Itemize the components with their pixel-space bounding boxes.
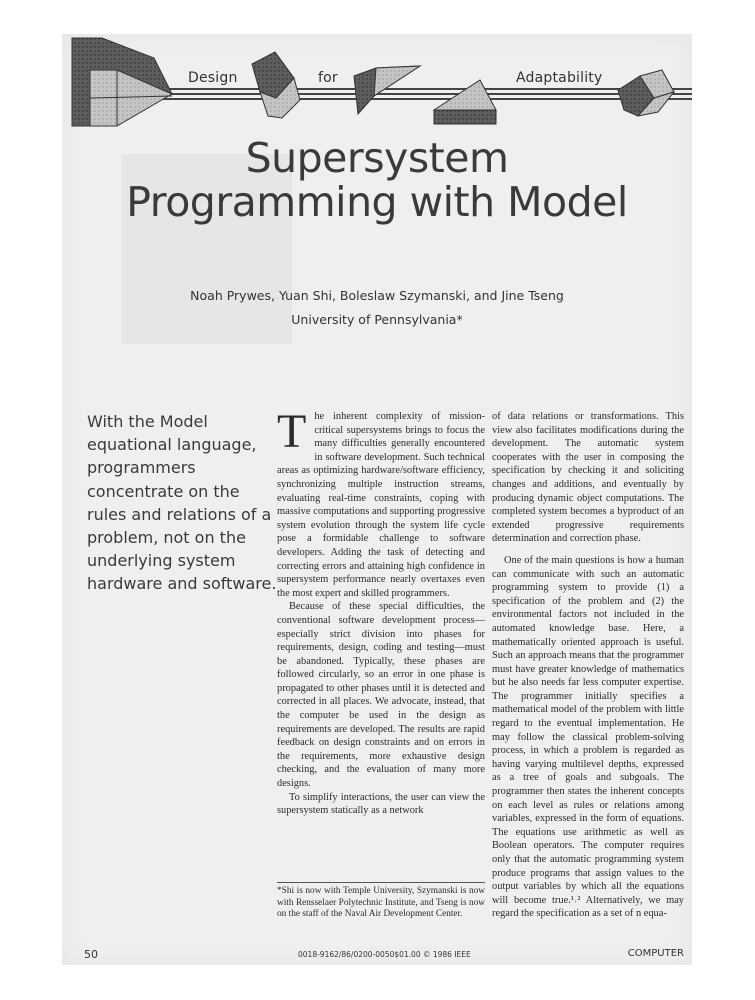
triangular-prism-icon: [354, 66, 420, 114]
paragraph: of data relations or transformations. This view also facilitates modifications during the development. The automatic system cooperates with the user in composing the specification by checking it and soliciting changes and additions, and eventually by producing dynamic object computations. The completed system becomes a byproduct of an extended progressive requirements determination and correction phase.: [492, 411, 684, 545]
cube-icon: [252, 52, 300, 118]
banner-word: Adaptability: [516, 70, 603, 86]
paragraph: One of the main questions is how a human can communicate with such an automatic programming system to provide (1) a specification of the problem and (2) the environmental factors not included in the automated knowledge base. Here, a mathematically oriented approach is useful. Such an approach means that the programmer must have greater knowledge of mathematics but he also needs far less computer expertise. The programmer initially specifies a mathematical model of the problem with little regard to the eventual implementation. He may follow the classical problem-solving process, in which a problem is regarded as having varying multilevel depths, expressed as a tree of goals and subgoals. The programmer then states the inherent concepts on each level as rules or relations among variables, expressed in the form of equations. The equations use arithmetic as well as Boolean operators. The computer requires only that the automatic programming system produce programs that assign values to the output variables by which all the equations will become true.¹˒² Alternatively, we may regard the specification as a set of n equa-: [492, 554, 684, 920]
drop-cap: T: [277, 405, 307, 458]
wedge-icon: [434, 80, 496, 124]
paragraph: To simplify interactions, the user can view the supersystem statically as a network: [277, 791, 485, 817]
author-list: Noah Prywes, Yuan Shi, Boleslaw Szymanski, and Jine Tseng: [190, 288, 564, 303]
journal-name: COMPUTER: [627, 948, 684, 959]
article-title-line-1: Supersystem: [245, 134, 509, 182]
body-column-2: [492, 410, 684, 921]
copyright-code: 0018-9162/86/0200-0050$01.00 © 1986 IEEE: [298, 950, 471, 959]
article-title-line-2: Programming with Model: [126, 178, 628, 226]
cube-icon: [618, 70, 674, 116]
banner-word: for: [318, 70, 338, 86]
page-number: 50: [84, 948, 98, 961]
banner-word: Design: [188, 70, 238, 86]
pentagon-prism-icon: [72, 38, 172, 126]
section-banner: [62, 34, 692, 129]
affiliation: University of Pennsylvania*: [291, 312, 463, 327]
footnote-rule: [277, 882, 485, 883]
paragraph: Because of these special difficulties, the conventional software development process—especially strict division into phases for requirements, design, coding and testing—must be abandoned. Typically, these phases are followed circularly, so an error in one phase is propagated to other phases until it is detected and corrected in all places. We advocate, instead, that the computer be used in the design as requirements are developed. The results are rapid feedback on design constraints and on errors in the requirements, more exhaustive design checking, and the evaluation of many more designs.: [277, 601, 485, 790]
pull-quote: With the Model equational language, programmers concentrate on the rules and relations of a problem, not on the underlying system hardware and software.: [87, 412, 277, 594]
scanned-page: [62, 34, 692, 965]
paragraph: The inherent complexity of mission-critical supersystems brings to focus the many difficulties generally encountered in software development. Such technical areas as optimizing hardware/software efficiency, synchronizing multiple instruction streams, evaluating real-time constraints, coping with massive computations and supporting progressive system evolution through the system life cycle pose a formidable challenge to software developers. Adding the task of detecting and correcting errors and attaining high confidence in supersystem performance nearly overtaxes even the most expert and skilled programmers.: [277, 405, 485, 599]
body-column-1: [277, 405, 485, 818]
footnote: *Shi is now with Temple University, Szymanski is now with Rensselaer Polytechnic Institute, and Tseng is now on the staff of the Naval Air Development Center.: [277, 886, 485, 919]
